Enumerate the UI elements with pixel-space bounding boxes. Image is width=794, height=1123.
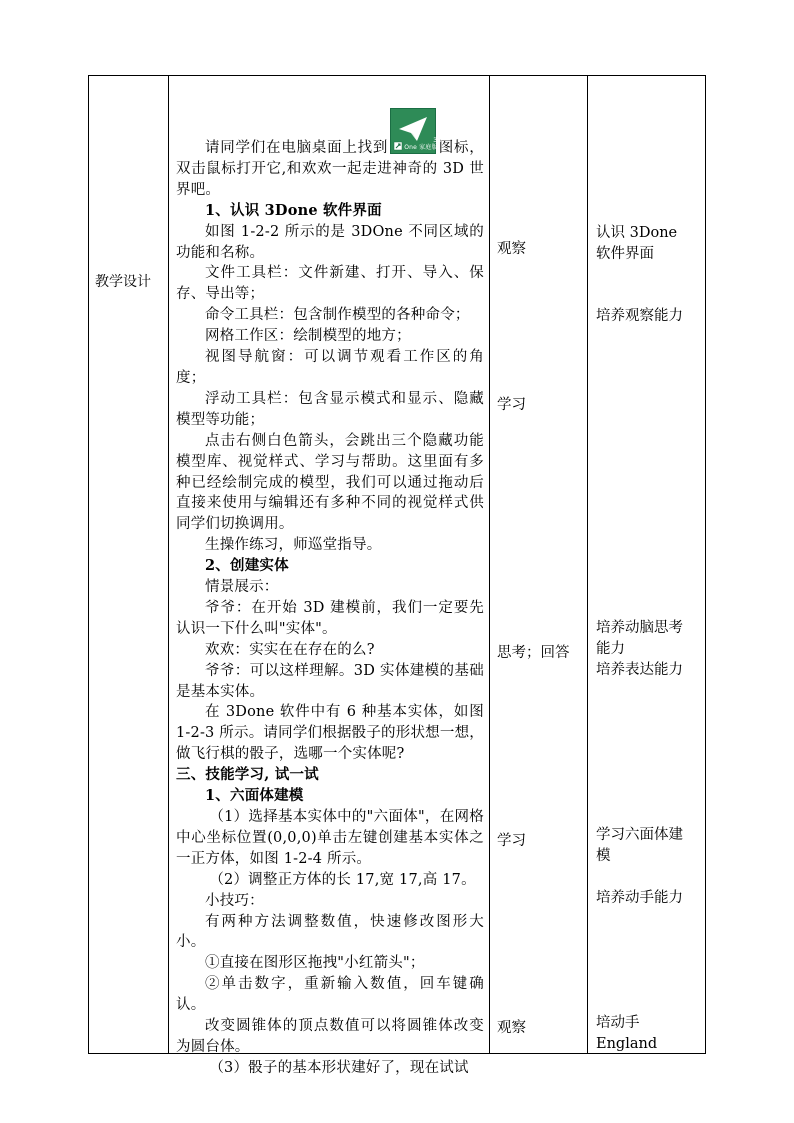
section-heading: 三、技能学习, 试一试 bbox=[176, 766, 319, 784]
paragraph: 改变圆锥体的顶点数值可以将圆锥体改变为圆台体。 bbox=[176, 1018, 484, 1055]
paragraph: 欢欢：实实在在存在的么? bbox=[205, 641, 375, 658]
section-heading: 1、六面体建模 bbox=[205, 787, 304, 805]
activity-label: 思考；回答 bbox=[497, 645, 570, 661]
label-column bbox=[89, 76, 168, 1053]
intent-label: 认识 3Done 软件界面 bbox=[596, 225, 678, 262]
paragraph: ②单击数字，重新输入数值，回车键确认。 bbox=[176, 976, 484, 1014]
activity-label: 学习 bbox=[497, 833, 526, 849]
icon-caption: 3D One 家庭版 bbox=[404, 137, 443, 151]
intent-label: 培养观察能力 bbox=[596, 308, 683, 324]
intent-label: 培养动手能力 bbox=[596, 890, 683, 906]
section-heading: 2、创建实体 bbox=[205, 557, 289, 575]
paragraph: 如图 1-2-2 所示的是 3DOne 不同区域的功能和名称。 bbox=[176, 223, 484, 261]
intent-label: 培养动脑思考能力 bbox=[596, 620, 683, 657]
paragraph: 爷爷：在开始 3D 建模前，我们一定要先认识一下什么叫"实体"。 bbox=[176, 599, 484, 637]
activity-label: 观察 bbox=[497, 241, 526, 257]
paragraph: 网格工作区：绘制模型的地方； bbox=[205, 328, 411, 345]
design-intent-column bbox=[588, 76, 706, 1053]
paragraph: （3）骰子的基本形状建好了，现在试试 bbox=[209, 1059, 469, 1076]
content-column bbox=[169, 76, 489, 1076]
row-label: 教学设计 bbox=[95, 274, 151, 290]
paragraph: （1）选择基本实体中的"六面体"，在网格中心坐标位置(0,0,0)单击左键创建基本实体之一正方体，如图 1-2-4 所示。 bbox=[176, 809, 484, 867]
paragraph: （2）调整正方体的长 17,宽 17,高 17。 bbox=[209, 871, 476, 888]
lesson-content bbox=[176, 108, 484, 1079]
paragraph: 浮动工具栏：包含显示模式和显示、隐藏模型等功能； bbox=[176, 390, 484, 428]
paragraph: 有两种方法调整数值，快速修改图形大小。 bbox=[176, 913, 484, 951]
paragraph: 视图导航窗：可以调节观看工作区的角度； bbox=[176, 349, 484, 386]
paragraph: ①直接在图形区拖拽"小红箭头"； bbox=[205, 955, 425, 972]
paragraph: 爷爷：可以这样理解。3D 实体建模的基础是基本实体。 bbox=[176, 662, 484, 700]
paragraph: 情景展示： bbox=[205, 579, 279, 596]
section-heading: 1、认识 3Done 软件界面 bbox=[205, 201, 382, 219]
paragraph: 小技巧： bbox=[205, 892, 264, 909]
intro-text-after: 图标，双击鼠标打开它,和欢欢一起走进神奇的 3D 世界吧。 bbox=[176, 140, 484, 198]
intro-text-before: 请同学们在电脑桌面上找到 bbox=[205, 140, 389, 156]
activity-label: 学习 bbox=[497, 397, 526, 413]
intent-label: 培养表达能力 bbox=[596, 662, 683, 678]
lesson-table bbox=[88, 75, 706, 1076]
intent-label: 学习六面体建模 bbox=[596, 827, 683, 864]
intro-paragraph bbox=[176, 108, 484, 201]
paragraph: 命令工具栏：包含制作模型的各种命令； bbox=[205, 307, 470, 324]
paragraph: 在 3Done 软件中有 6 种基本实体，如图 1-2-3 所示。请同学们根据骰子的形状想一想，做飞行棋的骰子，选哪一个实体呢? bbox=[176, 704, 484, 763]
paragraph: 生操作练习，师巡堂指导。 bbox=[205, 537, 382, 554]
activity-label: 观察 bbox=[497, 1020, 526, 1036]
3d-one-app-icon bbox=[390, 108, 443, 154]
intent-label: 培动手 England bbox=[596, 1015, 658, 1052]
student-activity-column bbox=[490, 76, 587, 1053]
paragraph: 点击右侧白色箭头，会跳出三个隐藏功能模型库、视觉样式、学习与帮助。这里面有多种已经绘制完成的模型，我们可以通过拖动后直接来使用与编辑还有多种不同的视觉样式供同学们切换调用。 bbox=[176, 432, 484, 533]
paragraph: 文件工具栏：文件新建、打开、导入、保存、导出等； bbox=[176, 265, 484, 303]
